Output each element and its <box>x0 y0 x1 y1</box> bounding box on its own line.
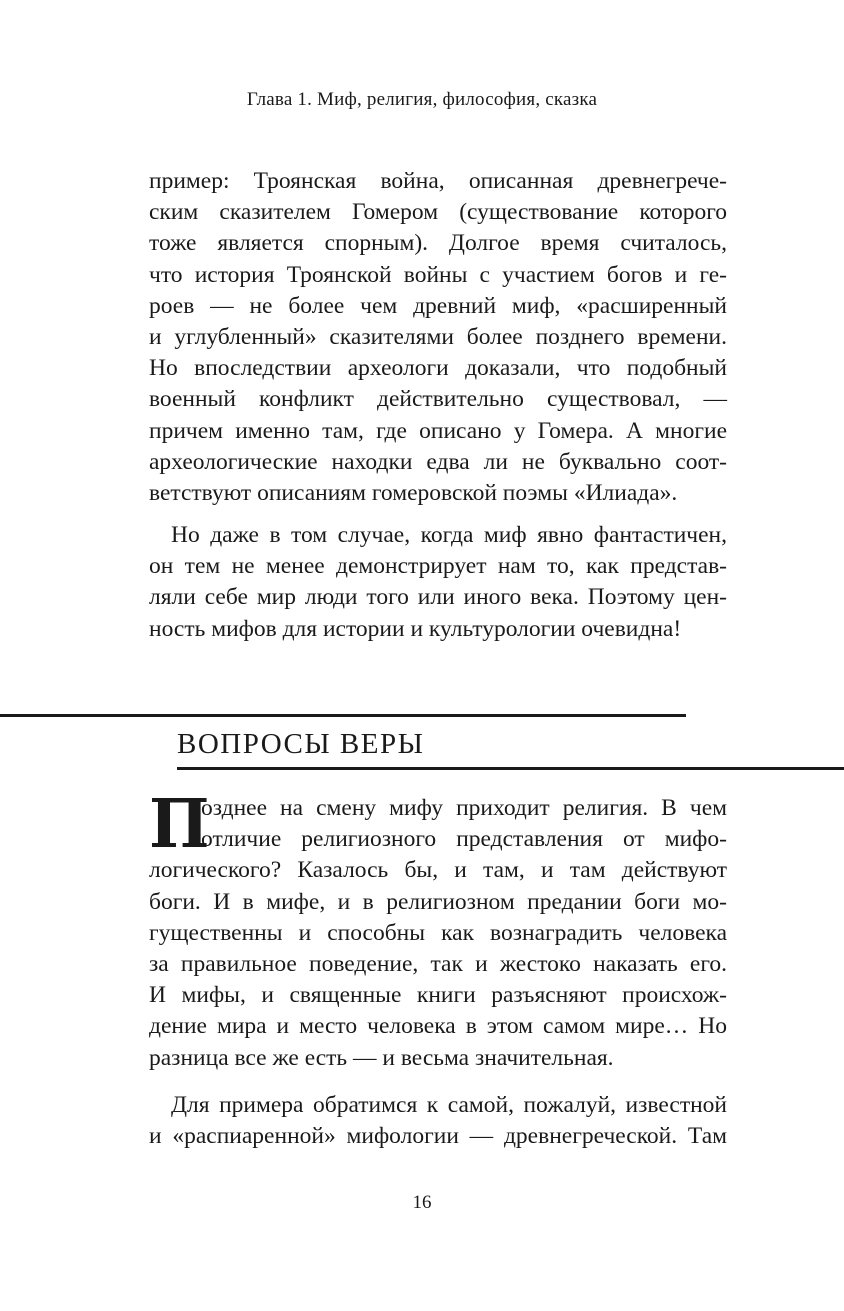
text-line: дение мира и место человека в этом самом мире… Но <box>149 1013 727 1040</box>
section-rule-top <box>0 714 686 717</box>
paragraph <box>149 166 727 509</box>
text-line: Но даже в том случае, когда миф явно фантастичен, <box>171 522 727 548</box>
text-line: причем именно там, где описано у Гомера. А многие <box>149 417 727 444</box>
text-line: он тем не менее демонстрирует нам то, как представ- <box>149 553 727 580</box>
text-line: озднее на смену мифу приходит религия. В чем <box>201 795 727 821</box>
text-line: ским сказителем Гомером (существование которого <box>149 199 727 226</box>
text-line: и «распиаренной» мифологии — древнегреческой. Там <box>149 1123 727 1150</box>
text-line: разница все же есть — и весьма значительная. <box>149 1044 614 1071</box>
text-line: Для примера обратимся к самой, пожалуй, известной <box>171 1092 727 1118</box>
text-line: роев — не более чем древний миф, «расширенный <box>149 292 727 319</box>
text-line: пример: Троянская война, описанная древнегрече- <box>149 168 727 194</box>
text-line: что история Троянской войны с участием богов и ге- <box>149 261 727 288</box>
text-line: логического? Казалось бы, и там, и там действуют <box>149 857 727 884</box>
page-number: 16 <box>412 1192 432 1213</box>
text-line: и углубленный» сказителями более позднего времени. <box>149 323 727 350</box>
text-line: боги. И в мифе, и в религиозном предании боги мо- <box>149 888 727 915</box>
text-line: военный конфликт действительно существовал, — <box>149 386 727 413</box>
text-line: ветствуют описаниям гомеровской поэмы «Илиада». <box>149 479 678 506</box>
paragraph <box>149 1090 727 1152</box>
paragraph <box>149 785 727 1074</box>
text-line: археологические находки едва ли не буквально соот- <box>149 448 727 475</box>
text-line: тоже является спорным). Долгое время считалось, <box>149 230 727 257</box>
section-rule-bottom <box>177 767 844 770</box>
section-title: ВОПРОСЫ ВЕРЫ <box>177 728 425 760</box>
text-line: ность мифов для истории и культурологии очевидна! <box>149 615 682 642</box>
running-head: Глава 1. Миф, религия, философия, сказка <box>246 89 598 110</box>
text-line: И мифы, и священные книги разъясняют происхож- <box>149 982 727 1009</box>
paragraph <box>149 520 727 645</box>
text-line: Но впоследствии археологи доказали, что подобный <box>149 355 727 382</box>
text-line: отличие религиозного представления от мифо- <box>201 826 727 853</box>
drop-cap: П <box>149 785 210 864</box>
text-line: ляли себе мир люди того или иного века. Поэтому цен- <box>149 584 727 611</box>
text-line: гущественны и способны как вознаградить человека <box>149 919 727 946</box>
text-line: за правильное поведение, так и жестоко наказать его. <box>149 950 727 977</box>
